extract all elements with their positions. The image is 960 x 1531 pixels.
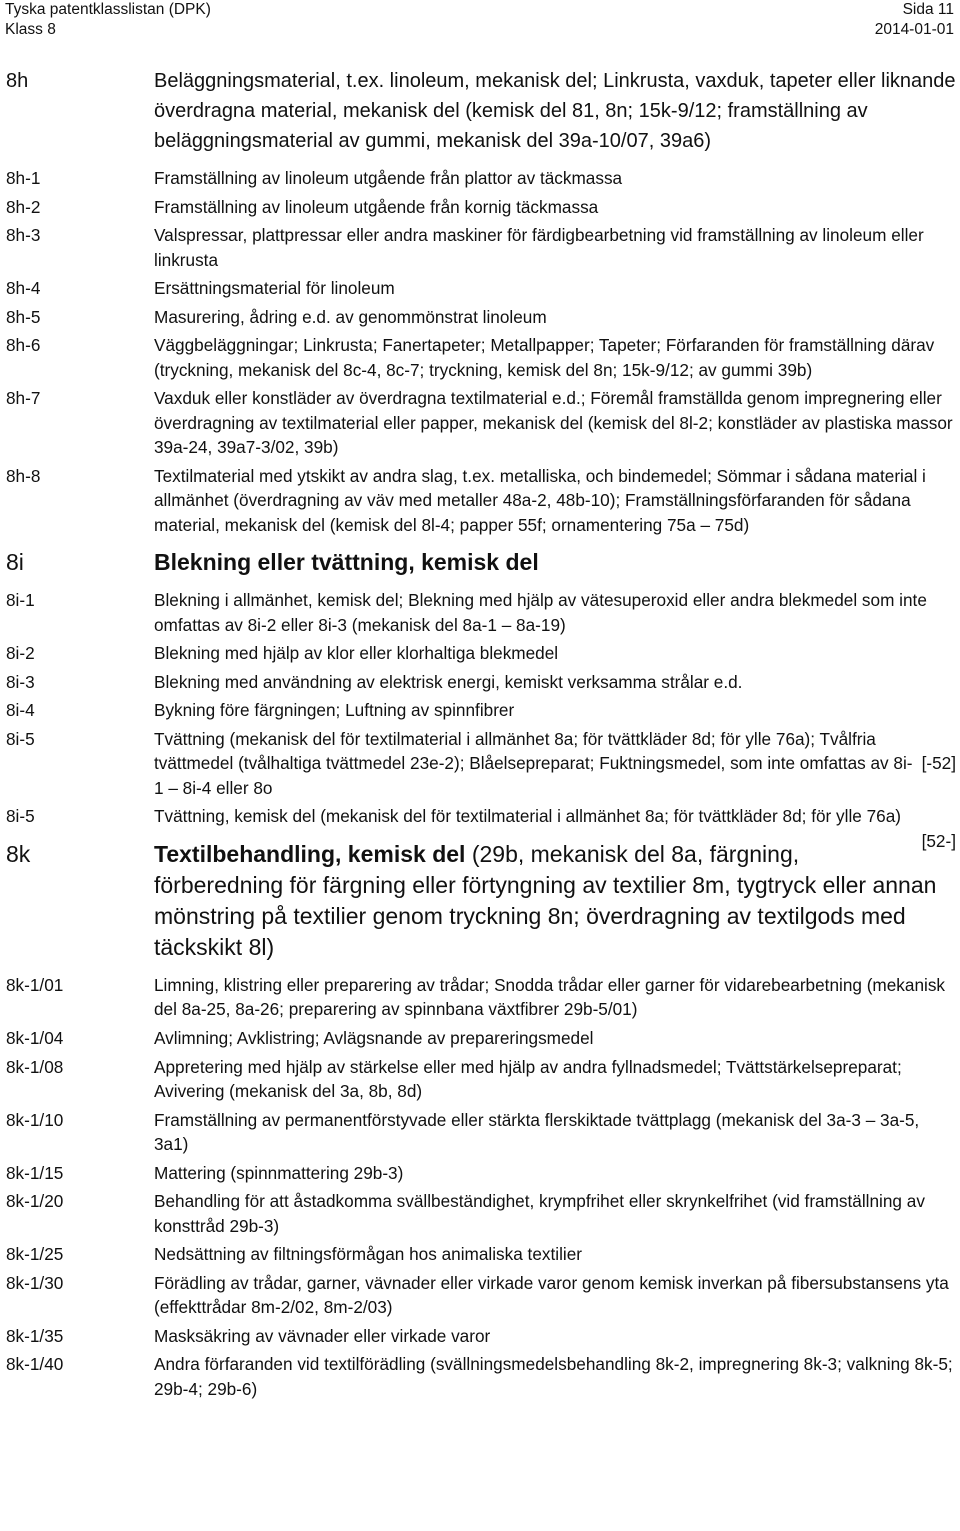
entry-code: 8k-1/20 (6, 1191, 64, 1212)
entry-code: 8h-1 (6, 168, 41, 188)
list-item (6, 166, 956, 190)
section-title (154, 839, 956, 963)
header-left (5, 0, 211, 40)
section-title-bold: Blekning eller tvättning, kemisk del (154, 549, 539, 576)
list-item (6, 1242, 956, 1266)
list-item (6, 464, 956, 537)
list-item (6, 386, 956, 459)
entry-text: Tvättning, kemisk del (mekanisk del för textilmaterial i allmänhet 8a; för tvättkläder 8d; för ylle 76a) (154, 806, 902, 827)
entry-code: 8k-1/08 (6, 1056, 64, 1077)
list-item (6, 1108, 956, 1157)
section-title (154, 66, 956, 156)
list-item (6, 1189, 956, 1238)
entry-code: 8k-1/10 (6, 1109, 64, 1130)
entry-description: Framställning av linoleum utgående från kornig täckmassa (154, 196, 599, 217)
list-item (6, 641, 956, 665)
class-list (6, 66, 956, 1411)
entry-description: Bykning före färgningen; Luftning av spinnfibrer (154, 700, 515, 721)
class-label: Klass 8 (5, 21, 56, 38)
entry-code: 8k-1/25 (6, 1244, 64, 1265)
page-number: Sida 11 (902, 1, 954, 18)
list-item (6, 698, 956, 722)
section-code: 8i (6, 549, 24, 576)
section-title-bold: Textilbehandling, kemisk del (154, 840, 466, 867)
entry-description: Vaxduk eller konstläder av överdragna textilmaterial e.d.; Föremål framställda genom impregnering eller överdragning av textilmaterial eller papper, mekanisk del (kemisk del 8l-2; konstläder av plastiska massor 39a-24, 39a7-3/02, 39b) (154, 388, 953, 458)
list-item (6, 1352, 956, 1401)
entry-description: Förädling av trådar, garner, vävnader eller virkade varor genom kemisk inverkan på fibersubstansens yta (effekttrådar 8m-2/02, 8m-2/03) (154, 1272, 949, 1318)
entry-description: Textilmaterial med ytskikt av andra slag, t.ex. metalliska, och bindemedel; Sömmar i sådana material i allmänhet (överdragning av väv med metaller 48a-2, 48b-10); Framställningsförfaranden för sådana material, mekanisk del (kemisk del 8l-4; papper 55f; ornamentering 75a – 75d) (154, 465, 926, 535)
entry-code: 8h-6 (6, 335, 41, 356)
list-item (6, 973, 956, 1022)
entry-description: Blekning med användning av elektrisk energi, kemiskt verksamma strålar e.d. (154, 671, 743, 692)
section-code: 8h (6, 70, 29, 92)
entry-description: Masksäkring av vävnader eller virkade varor (154, 1325, 491, 1346)
list-item (6, 727, 956, 800)
list-item (6, 1271, 956, 1320)
entry-code: 8h-5 (6, 306, 41, 327)
entry-description: Andra förfaranden vid textilförädling (svällningsmedelsbehandling 8k-2, impregnering 8k-3; valkning 8k-5; 29b-4; 29b-6) (154, 1354, 953, 1399)
entry-description: Ersättningsmaterial för linoleum (154, 278, 395, 299)
entry-description: Masurering, ådring e.d. av genommönstrat linoleum (154, 306, 547, 327)
entry-code: 8i-4 (6, 700, 35, 721)
list-item (6, 1055, 956, 1104)
entry-code: 8k-1/04 (6, 1027, 64, 1048)
entry-code: 8h-7 (6, 388, 41, 409)
entry-text: Tvättning (mekanisk del för textilmaterial i allmänhet 8a; för tvättkläder 8d; för ylle 76a); Tvålfria tvättmedel (tvålhaltiga tvättmedel 23e-2); Blåelsepreparat; Fuktningsmedel, som inte omfattas av 8i-1 – 8i-4 eller 8o (154, 728, 913, 798)
entry-code: 8h-3 (6, 225, 41, 246)
entry-code: 8i-3 (6, 671, 35, 692)
entry-code: 8k-1/40 (6, 1354, 64, 1375)
entry-period-tag: [-52] (921, 753, 956, 774)
document-title: Tyska patentklasslistan (DPK) (5, 1, 211, 18)
entry-description (154, 804, 956, 851)
entry-code: 8i-5 (6, 806, 35, 827)
list-item (6, 305, 956, 329)
list-item (6, 670, 956, 694)
entry-code: 8k-1/15 (6, 1162, 64, 1183)
document-date: 2014-01-01 (874, 21, 954, 38)
list-item (6, 1324, 956, 1348)
entry-code: 8k-1/01 (6, 974, 64, 995)
section-title-rest: (kemisk del 81, 8n; 15k-9/12; framställning av beläggningsmaterial av gummi, mekanisk del 39a-10/07, 39a6) (154, 100, 868, 152)
section-8i (6, 547, 956, 578)
list-item (6, 223, 956, 272)
entry-description: Blekning med hjälp av klor eller klorhaltiga blekmedel (154, 643, 559, 664)
entry-description (154, 727, 956, 800)
entry-code: 8h-4 (6, 278, 41, 299)
entry-description: Väggbeläggningar; Linkrusta; Fanertapeter; Metallpapper; Tapeter; Förfaranden för framställning därav (tryckning, mekanisk del 8c-4, 8c-7; tryckning, kemisk del 8n; 15k-9/12; av gummi 39b) (154, 335, 935, 380)
section-code: 8k (6, 840, 31, 867)
section-title-rest: (29b, mekanisk del 8a, färgning, förberedning för färgning eller förtyngning av textilier 8m, tygtryck eller annan mönstring på textilier genom tryckning 8n; överdragning av textilgods med täckskikt 8l) (154, 840, 937, 960)
entry-code: 8i-1 (6, 590, 35, 611)
header-right (875, 0, 954, 40)
entry-description: Behandling för att åstadkomma svällbeständighet, krympfrihet eller skrynkelfrihet (vid framställning av konsttråd 29b-3) (154, 1191, 925, 1236)
section-title (154, 547, 956, 578)
list-item (6, 195, 956, 219)
list-item (6, 1026, 956, 1050)
section-8k (6, 839, 956, 963)
list-item (6, 276, 956, 300)
entry-period-tag: [52-] (921, 830, 956, 851)
entry-code: 8i-5 (6, 728, 35, 749)
entry-code: 8k-1/30 (6, 1272, 64, 1293)
entry-description: Blekning i allmänhet, kemisk del; Blekning med hjälp av vätesuperoxid eller andra blekmedel som inte omfattas av 8i-2 eller 8i-3 (mekanisk del 8a-1 – 8a-19) (154, 590, 927, 635)
list-item (6, 1161, 956, 1185)
entry-code: 8h-8 (6, 465, 41, 486)
entry-description: Limning, klistring eller preparering av trådar; Snodda trådar eller garner för vidarebearbetning (mekanisk del 8a-25, 8a-26; preparering av spinnbana växtfibrer 29b-5/01) (154, 974, 946, 1020)
entry-description: Avlimning; Avklistring; Avlägsnande av prepareringsmedel (154, 1027, 594, 1048)
section-title-bold: Beläggningsmaterial, t.ex. linoleum, mekanisk del; Linkrusta, vaxduk, tapeter eller liknande överdragna material, mekanisk del (154, 70, 956, 122)
entry-description: Framställning av permanentförstyvade eller stärkta flerskiktade tvättplagg (mekanisk del 3a-3 – 3a-5, 3a1) (154, 1109, 920, 1154)
entry-description: Nedsättning av filtningsförmågan hos animaliska textilier (154, 1244, 582, 1265)
list-item (6, 333, 956, 382)
section-8h (6, 66, 956, 156)
entry-code: 8i-2 (6, 643, 35, 664)
entry-description: Mattering (spinnmattering 29b-3) (154, 1162, 404, 1183)
entry-description: Framställning av linoleum utgående från plattor av täckmassa (154, 168, 623, 188)
list-item (6, 588, 956, 637)
entry-description: Valspressar, plattpressar eller andra maskiner för färdigbearbetning vid framställning av linoleum eller linkrusta (154, 225, 924, 270)
list-item (6, 804, 956, 851)
entry-description: Appretering med hjälp av stärkelse eller med hjälp av andra fyllnadsmedel; Tvättstärkelsepreparat; Avivering (mekanisk del 3a, 8b, 8d) (154, 1056, 902, 1101)
entry-code: 8k-1/35 (6, 1325, 64, 1346)
entry-code: 8h-2 (6, 196, 41, 217)
